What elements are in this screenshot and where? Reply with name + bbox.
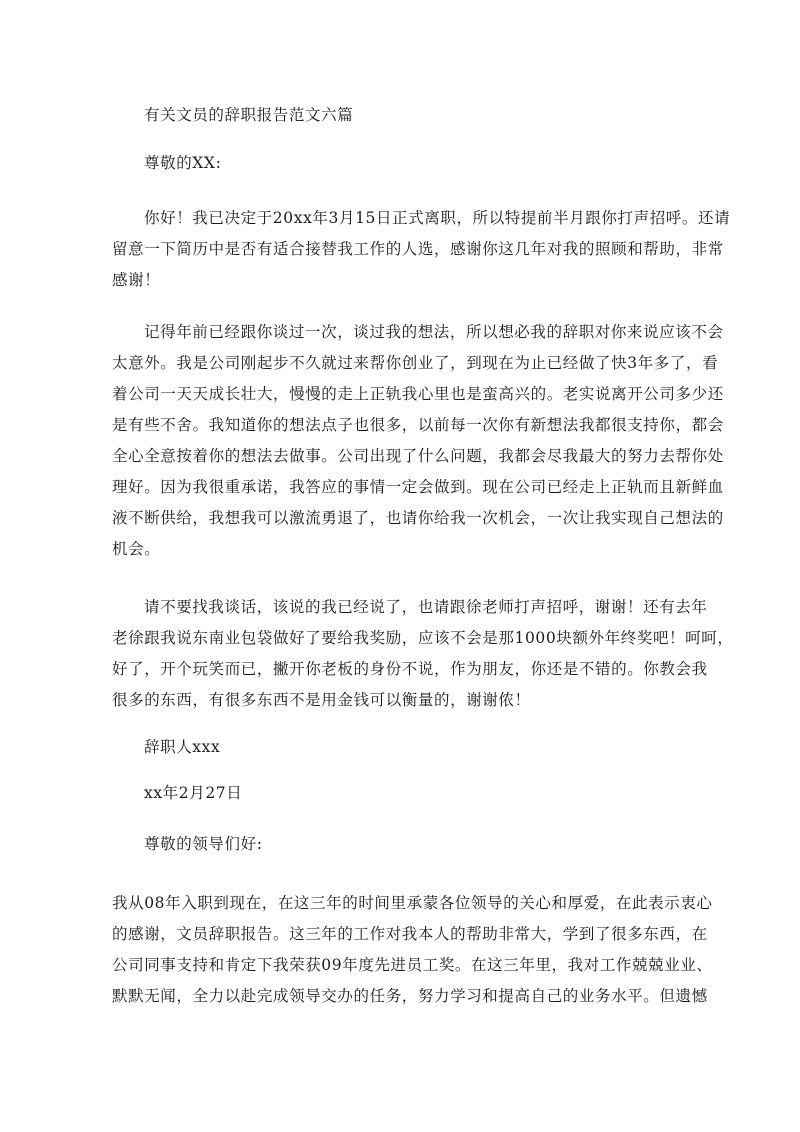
paragraph-line: 请不要找我谈话，该说的我已经说了，也请跟徐老师打声招呼，谢谢！还有去年 bbox=[144, 598, 708, 616]
paragraph-line: 默默无闻，全力以赴完成领导交办的任务，努力学习和提高自己的业务水平。但遗憾 bbox=[112, 987, 708, 1005]
paragraph-line: 公司同事支持和肯定下我荣获09年度先进员工奖。在这三年里，我对工作兢兢业业、 bbox=[112, 956, 713, 974]
letter1-paragraph-2 bbox=[112, 317, 724, 565]
paragraph-line: 机会。 bbox=[112, 540, 161, 558]
letter1-signature: 辞职人xxx bbox=[144, 738, 221, 756]
paragraph-line: 的感谢，文员辞职报告。这三年的工作对我本人的帮助非常大，学到了很多东西，在 bbox=[112, 925, 708, 943]
paragraph-line: 你好！我已决定于20xx年3月15日正式离职，所以特提前半月跟你打声招呼。还请 bbox=[144, 209, 731, 227]
paragraph-line: 感谢！ bbox=[112, 271, 161, 289]
paragraph-line: 好了，开个玩笑而已，撇开你老板的身份不说，作为朋友，你还是不错的。你教会我 bbox=[112, 660, 708, 678]
paragraph-line: 着公司一天天成长壮大，慢慢的走上正轨我心里也是蛮高兴的。老实说离开公司多少还 bbox=[112, 385, 724, 403]
letter1-date: xx年2月27日 bbox=[144, 784, 243, 802]
document-title: 有关文员的辞职报告范文六篇 bbox=[144, 106, 354, 124]
letter2-salutation: 尊敬的领导们好: bbox=[144, 835, 263, 853]
letter1-paragraph-1 bbox=[112, 203, 730, 296]
letter1-paragraph-3 bbox=[112, 592, 733, 716]
paragraph-line: 液不断供给，我想我可以激流勇退了，也请你给我一次机会，一次让我实现自己想法的 bbox=[112, 509, 724, 527]
letter1-salutation: 尊敬的XX: bbox=[144, 154, 222, 172]
paragraph-line: 记得年前已经跟你谈过一次，谈过我的想法，所以想必我的辞职对你来说应该不会 bbox=[144, 323, 724, 341]
paragraph-line: 是有些不舍。我知道你的想法点子也很多，以前每一次你有新想法我都很支持你，都会 bbox=[112, 416, 724, 434]
paragraph-line: 太意外。我是公司刚起步不久就过来帮你创业了，到现在为止已经做了快3年多了，看 bbox=[112, 354, 719, 372]
paragraph-line: 留意一下简历中是否有适合接替我工作的人选，感谢你这几年对我的照顾和帮助，非常 bbox=[112, 240, 724, 258]
paragraph-line: 老徐跟我说东南业包袋做好了要给我奖励，应该不会是那1000块额外年终奖吧！呵呵， bbox=[112, 629, 734, 647]
paragraph-line: 全心全意按着你的想法去做事。公司出现了什么问题，我都会尽我最大的努力去帮你处 bbox=[112, 447, 724, 465]
paragraph-line: 理好。因为我很重承诺，我答应的事情一定会做到。现在公司已经走上正轨而且新鲜血 bbox=[112, 478, 724, 496]
paragraph-line: 我从08年入职到现在，在这三年的时间里承蒙各位领导的关心和厚爱，在此表示衷心 bbox=[112, 894, 713, 912]
letter2-paragraph-1 bbox=[112, 888, 713, 1012]
paragraph-line: 很多的东西，有很多东西不是用金钱可以衡量的，谢谢侬！ bbox=[112, 691, 531, 709]
